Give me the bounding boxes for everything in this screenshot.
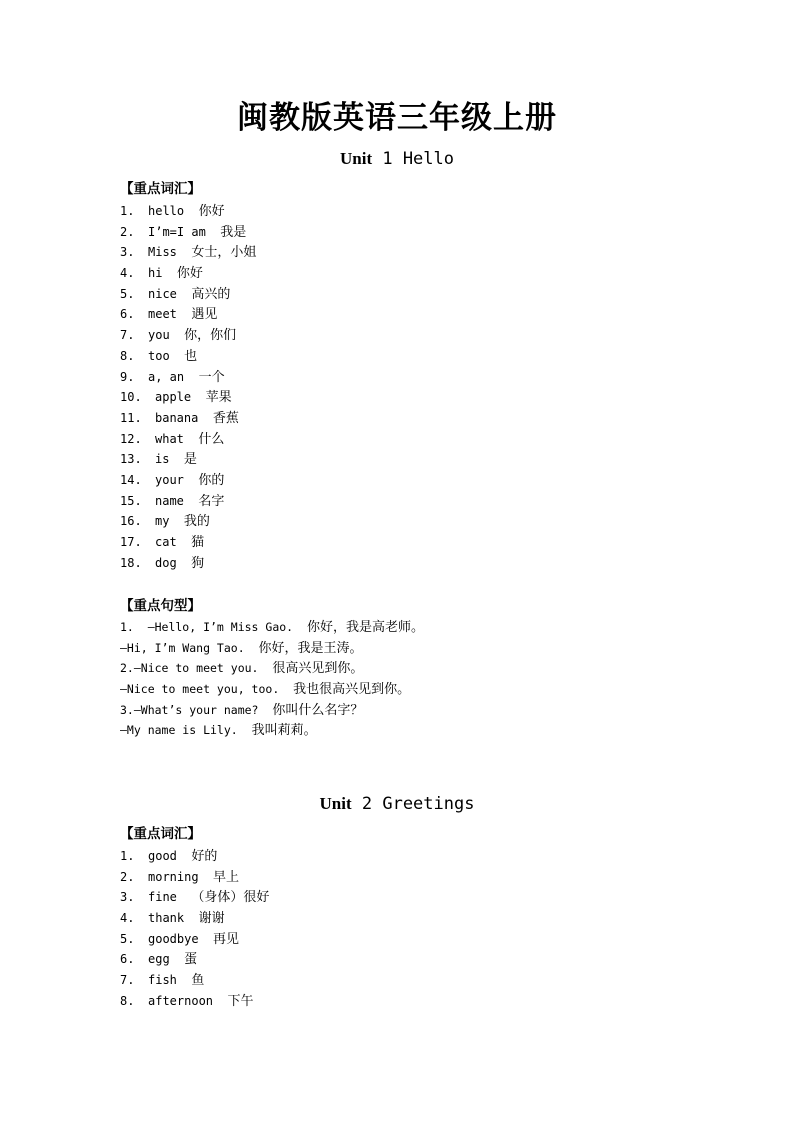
item-number: 14. bbox=[120, 472, 142, 487]
sentence-english: 1. —Hello, I’m Miss Gao. bbox=[120, 620, 307, 634]
item-chinese: 你，你们 bbox=[184, 328, 237, 344]
item-number: 6. bbox=[120, 307, 135, 322]
item-gap bbox=[184, 370, 198, 384]
item-number: 5. bbox=[120, 931, 135, 946]
item-gap bbox=[177, 245, 191, 259]
item-gap bbox=[177, 973, 191, 987]
unit2-title bbox=[0, 793, 794, 815]
list-item bbox=[120, 346, 256, 367]
item-chinese: 我是 bbox=[220, 224, 247, 240]
item-number: 3. bbox=[120, 890, 135, 905]
unit1-vocab-heading: 【重点词汇】 bbox=[120, 181, 201, 197]
list-item bbox=[120, 846, 269, 867]
item-chinese: 再见 bbox=[213, 931, 240, 947]
item-english: your bbox=[155, 472, 184, 487]
item-chinese: 你的 bbox=[198, 472, 225, 488]
item-english: good bbox=[148, 849, 177, 863]
item-english: Miss bbox=[148, 245, 177, 260]
item-chinese: 猫 bbox=[191, 535, 205, 550]
unit2-title-word: Unit bbox=[319, 794, 352, 813]
list-item bbox=[120, 532, 256, 553]
list-item bbox=[120, 887, 269, 908]
item-english: nice bbox=[148, 286, 177, 301]
item-number: 16. bbox=[120, 514, 142, 529]
item-number: 12. bbox=[120, 431, 142, 446]
sentence-english: 2.—Nice to meet you. bbox=[120, 661, 273, 676]
item-gap bbox=[213, 994, 227, 1008]
item-english: is bbox=[155, 452, 170, 467]
sentence-english: —Hi, I’m Wang Tao. bbox=[120, 640, 259, 655]
item-english: I’m=I am bbox=[148, 224, 206, 239]
item-chinese: 你好 bbox=[198, 204, 225, 219]
item-english: afternoon bbox=[148, 993, 214, 1008]
sentence-item bbox=[120, 617, 424, 638]
sentence-english: 3.—What’s your name? bbox=[120, 702, 273, 717]
list-item bbox=[120, 867, 269, 888]
item-english: meet bbox=[148, 307, 177, 322]
sentence-item bbox=[120, 658, 424, 679]
document-title: 闽教版英语三年级上册 bbox=[237, 100, 557, 136]
item-english: morning bbox=[148, 869, 199, 884]
item-chinese: 香蕉 bbox=[212, 410, 239, 426]
item-gap bbox=[177, 556, 191, 570]
item-chinese: 下午 bbox=[227, 993, 254, 1009]
item-gap bbox=[184, 473, 198, 487]
item-english: fine bbox=[148, 890, 177, 905]
item-chinese: 一个 bbox=[198, 369, 225, 385]
sentence-chinese: 很高兴见到你。 bbox=[272, 661, 364, 677]
item-english: name bbox=[155, 493, 184, 508]
item-gap bbox=[177, 535, 191, 549]
unit2-vocab-list bbox=[120, 846, 269, 1012]
item-number: 6. bbox=[120, 952, 135, 967]
item-gap bbox=[177, 849, 191, 863]
list-item bbox=[120, 449, 256, 470]
item-chinese: 早上 bbox=[213, 869, 240, 885]
sentence-chinese: 你好，我是高老师。 bbox=[306, 620, 424, 635]
item-gap bbox=[184, 432, 198, 446]
list-item bbox=[120, 304, 256, 325]
item-chinese: 你好 bbox=[176, 266, 203, 282]
item-gap bbox=[184, 494, 198, 508]
item-gap bbox=[177, 307, 191, 321]
item-english: a, an bbox=[148, 369, 185, 384]
item-english: goodbye bbox=[148, 931, 199, 946]
item-gap bbox=[169, 514, 183, 528]
item-number: 10. bbox=[120, 390, 142, 405]
list-item bbox=[120, 325, 256, 346]
item-gap bbox=[199, 932, 213, 946]
item-english: my bbox=[155, 514, 170, 529]
list-item bbox=[120, 553, 256, 574]
item-number: 1. bbox=[120, 204, 135, 218]
item-english: hello bbox=[148, 204, 185, 218]
unit1-title-rest: 1 Hello bbox=[372, 149, 454, 169]
item-chinese: 名字 bbox=[198, 493, 225, 509]
list-item bbox=[120, 201, 256, 222]
sentence-item bbox=[120, 720, 424, 741]
list-item bbox=[120, 367, 256, 388]
sentence-chinese: 我也很高兴见到你。 bbox=[293, 682, 411, 698]
list-item bbox=[120, 929, 269, 950]
item-number: 2. bbox=[120, 869, 135, 884]
sentence-item bbox=[120, 700, 424, 721]
item-number: 7. bbox=[120, 973, 135, 988]
list-item bbox=[120, 429, 256, 450]
list-item bbox=[120, 908, 269, 929]
item-chinese: 女士，小姐 bbox=[191, 245, 257, 261]
sentence-chinese: 我叫莉莉。 bbox=[251, 723, 317, 739]
item-chinese: 谢谢 bbox=[198, 911, 225, 927]
sentence-chinese: 你叫什么名字？ bbox=[272, 702, 364, 718]
item-chinese: 也 bbox=[184, 348, 198, 364]
item-english: what bbox=[155, 431, 184, 446]
item-english: dog bbox=[155, 555, 177, 570]
item-gap bbox=[169, 452, 183, 466]
list-item bbox=[120, 491, 256, 512]
sentence-item bbox=[120, 638, 424, 659]
list-item bbox=[120, 991, 269, 1012]
unit1-vocab-list bbox=[120, 201, 256, 573]
sentence-english: —Nice to meet you, too. bbox=[120, 682, 294, 697]
list-item bbox=[120, 263, 256, 284]
item-english: thank bbox=[148, 911, 185, 926]
item-number: 13. bbox=[120, 452, 142, 467]
item-number: 18. bbox=[120, 555, 142, 570]
item-chinese: 苹果 bbox=[205, 390, 232, 406]
item-chinese: 狗 bbox=[191, 555, 205, 571]
list-item bbox=[120, 470, 256, 491]
list-item bbox=[120, 284, 256, 305]
item-gap bbox=[184, 204, 198, 218]
item-chinese: 鱼 bbox=[191, 973, 205, 989]
sentence-chinese: 你好，我是王涛。 bbox=[258, 640, 363, 656]
unit1-sentence-list bbox=[120, 617, 424, 741]
item-number: 9. bbox=[120, 369, 135, 384]
item-number: 5. bbox=[120, 286, 135, 301]
unit2-vocab-heading: 【重点词汇】 bbox=[120, 826, 201, 842]
unit2-title-rest: 2 Greetings bbox=[351, 794, 475, 814]
list-item bbox=[120, 387, 256, 408]
item-chinese: 蛋 bbox=[184, 952, 198, 968]
item-chinese: 我的 bbox=[183, 514, 210, 530]
item-english: too bbox=[148, 348, 170, 363]
item-english: apple bbox=[155, 390, 192, 405]
item-gap bbox=[162, 266, 176, 280]
item-gap bbox=[177, 890, 191, 904]
item-chinese: （身体）很好 bbox=[191, 890, 270, 906]
item-english: cat bbox=[155, 535, 177, 549]
item-gap bbox=[198, 411, 212, 425]
unit1-title bbox=[0, 148, 794, 170]
item-chinese: 是 bbox=[183, 452, 197, 468]
item-english: hi bbox=[148, 266, 163, 281]
item-number: 1. bbox=[120, 849, 135, 863]
item-number: 4. bbox=[120, 266, 135, 281]
item-chinese: 遇见 bbox=[191, 307, 218, 323]
list-item bbox=[120, 511, 256, 532]
sentence-english: —My name is Lily. bbox=[120, 723, 252, 738]
item-number: 7. bbox=[120, 328, 135, 343]
item-number: 4. bbox=[120, 911, 135, 926]
item-gap bbox=[177, 287, 191, 301]
sentence-item bbox=[120, 679, 424, 700]
item-chinese: 好的 bbox=[191, 849, 218, 864]
item-number: 8. bbox=[120, 348, 135, 363]
item-chinese: 高兴的 bbox=[191, 286, 231, 302]
unit1-sentence-heading: 【重点句型】 bbox=[120, 598, 201, 614]
item-gap bbox=[206, 225, 220, 239]
item-gap bbox=[199, 870, 213, 884]
list-item bbox=[120, 408, 256, 429]
item-gap bbox=[191, 390, 205, 404]
list-item bbox=[120, 242, 256, 263]
item-gap bbox=[170, 349, 184, 363]
item-english: egg bbox=[148, 952, 170, 967]
item-gap bbox=[170, 952, 184, 966]
unit1-title-word: Unit bbox=[339, 149, 373, 168]
item-gap bbox=[170, 328, 184, 342]
item-number: 17. bbox=[120, 535, 142, 549]
list-item bbox=[120, 222, 256, 243]
item-number: 11. bbox=[120, 410, 142, 425]
item-chinese: 什么 bbox=[198, 431, 225, 447]
item-number: 8. bbox=[120, 993, 135, 1008]
list-item bbox=[120, 970, 269, 991]
item-english: banana bbox=[155, 410, 199, 425]
item-gap bbox=[184, 911, 198, 925]
item-english: you bbox=[148, 328, 170, 343]
list-item bbox=[120, 949, 269, 970]
item-number: 2. bbox=[120, 224, 135, 239]
item-number: 15. bbox=[120, 493, 142, 508]
item-english: fish bbox=[148, 973, 177, 988]
item-number: 3. bbox=[120, 245, 135, 260]
